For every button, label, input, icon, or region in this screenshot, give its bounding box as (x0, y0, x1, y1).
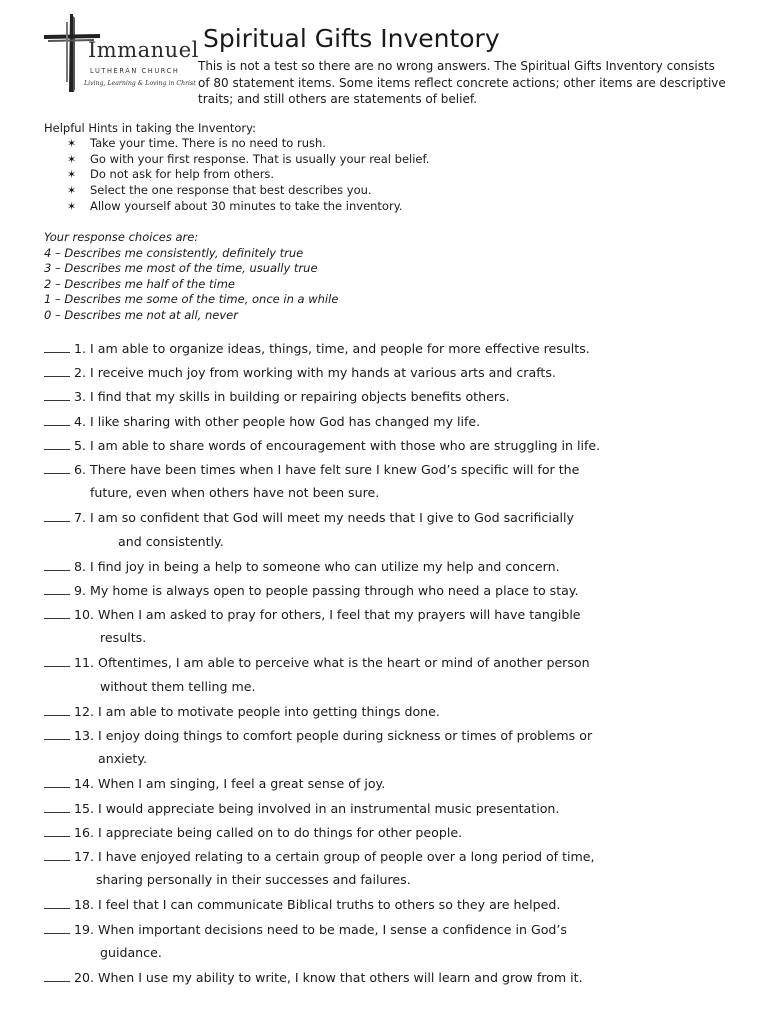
statement-text: 5. I am able to share words of encouragement with those who are struggling in life. (74, 437, 601, 453)
answer-blank[interactable] (44, 435, 70, 450)
asterisk-icon: ✶ (67, 168, 77, 182)
statement-item (44, 773, 744, 797)
statement-line (44, 652, 744, 676)
response-choices (44, 230, 338, 323)
answer-blank[interactable] (44, 507, 70, 522)
statement-line (44, 580, 744, 604)
statement-line (44, 507, 744, 531)
statement-line (44, 773, 744, 797)
statement-line (44, 386, 744, 410)
statement-continuation: guidance. (100, 944, 162, 960)
statement-item (44, 459, 744, 507)
hint-text: Go with your first response. That is usually your real belief. (90, 151, 430, 166)
statement-item (44, 919, 744, 967)
statement-item (44, 967, 744, 991)
answer-blank[interactable] (44, 701, 70, 716)
answer-blank[interactable] (44, 411, 70, 426)
statement-line (44, 338, 744, 362)
statement-item (44, 362, 744, 386)
statement-continuation: future, even when others have not been sure. (90, 485, 380, 501)
statement-line (44, 701, 744, 725)
statement-item (44, 701, 744, 725)
hint-item (44, 152, 429, 168)
answer-blank[interactable] (44, 919, 70, 934)
choices-heading: Your response choices are: (44, 230, 199, 244)
statement-text: 2. I receive much joy from working with my hands at various arts and crafts. (74, 365, 556, 381)
hint-text: Do not ask for help from others. (90, 167, 275, 182)
hints-heading: Helpful Hints in taking the Inventory: (44, 121, 256, 135)
statement-line (44, 459, 744, 483)
hint-text: Select the one response that best describes you. (90, 183, 372, 198)
answer-blank[interactable] (44, 798, 70, 813)
statement-continuation: results. (100, 630, 147, 646)
asterisk-icon: ✶ (67, 137, 77, 150)
statement-continuation: anxiety. (98, 751, 147, 767)
statement-item (44, 435, 744, 459)
page-title: Spiritual Gifts Inventory (203, 24, 500, 53)
statement-line (44, 894, 744, 918)
answer-blank[interactable] (44, 604, 70, 619)
answer-blank[interactable] (44, 725, 70, 740)
statement-line (44, 435, 744, 459)
statement-text: 18. I feel that I can communicate Biblical truths to others so they are helped. (74, 897, 561, 913)
statement-line (44, 362, 744, 386)
answer-blank[interactable] (44, 386, 70, 401)
hint-item (44, 136, 429, 152)
statement-text: 19. When important decisions need to be made, I sense a confidence in God’s (74, 921, 567, 937)
statement-continuation: and consistently. (118, 533, 224, 549)
statement-text: 3. I find that my skills in building or repairing objects benefits others. (74, 389, 510, 405)
statement-item (44, 652, 744, 700)
statement-text: 15. I would appreciate being involved in an instrumental music presentation. (74, 800, 560, 816)
statement-item (44, 507, 744, 555)
statement-item (44, 894, 744, 918)
statement-line (44, 822, 744, 846)
choice-option: 1 – Describes me some of the time, once in a while (44, 292, 339, 306)
statement-text: 8. I find joy in being a help to someone who can utilize my help and concern. (74, 558, 560, 574)
statement-text: 10. When I am asked to pray for others, I feel that my prayers will have tangible (74, 607, 581, 623)
statement-text: 12. I am able to motivate people into getting things done. (74, 703, 440, 719)
statement-item (44, 556, 744, 580)
hint-text: Take your time. There is no need to rush. (90, 136, 326, 150)
statement-item (44, 822, 744, 846)
hint-item (44, 183, 429, 199)
answer-blank[interactable] (44, 652, 70, 667)
statement-text: 7. I am so confident that God will meet my needs that I give to God sacrificially (74, 510, 575, 526)
statement-text: 9. My home is always open to people passing through who need a place to stay. (74, 582, 579, 598)
logo-tagline: Living, Learning & Loving in Christ (84, 80, 196, 87)
hint-item (44, 199, 429, 215)
answer-blank[interactable] (44, 362, 70, 377)
statement-line (44, 798, 744, 822)
hint-item (44, 167, 429, 183)
statement-text: 20. When I use my ability to write, I know that others will learn and grow from it. (74, 969, 583, 985)
choice-option: 3 – Describes me most of the time, usually true (44, 261, 318, 275)
statement-item (44, 580, 744, 604)
statement-line (44, 556, 744, 580)
answer-blank[interactable] (44, 894, 70, 909)
statement-line (44, 604, 744, 628)
answer-blank[interactable] (44, 773, 70, 788)
answer-blank[interactable] (44, 580, 70, 595)
statement-continuation: without them telling me. (100, 678, 256, 694)
hint-text: Allow yourself about 30 minutes to take the inventory. (90, 198, 403, 213)
statement-item (44, 604, 744, 652)
statement-line (44, 846, 744, 870)
answer-blank[interactable] (44, 967, 70, 982)
hints-list (44, 136, 429, 215)
statement-line (44, 725, 744, 749)
statement-line (44, 967, 744, 991)
statement-text: 4. I like sharing with other people how God has changed my life. (74, 413, 481, 429)
choice-option: 2 – Describes me half of the time (44, 276, 235, 291)
statement-text: 11. Oftentimes, I am able to perceive what is the heart or mind of another person (74, 655, 590, 671)
statement-text: 13. I enjoy doing things to comfort people during sickness or times of problems or (74, 728, 593, 743)
statement-item (44, 798, 744, 822)
statement-continuation: sharing personally in their successes and failures. (96, 872, 411, 888)
statement-text: 17. I have enjoyed relating to a certain group of people over a long period of time, (74, 848, 595, 864)
logo-subtitle: LUTHERAN CHURCH (90, 67, 180, 75)
answer-blank[interactable] (44, 459, 70, 474)
asterisk-icon: ✶ (67, 152, 77, 166)
answer-blank[interactable] (44, 338, 70, 353)
answer-blank[interactable] (44, 556, 70, 571)
statement-line (44, 919, 744, 943)
statement-line (44, 411, 744, 435)
choice-option: 0 – Describes me not at all, never (44, 307, 238, 322)
statement-list (44, 338, 744, 991)
asterisk-icon: ✶ (67, 199, 77, 213)
choice-option: 4 – Describes me consistently, definitely true (44, 245, 304, 260)
statement-text: 1. I am able to organize ideas, things, time, and people for more effective results. (74, 341, 590, 356)
statement-item (44, 411, 744, 435)
statement-text: 14. When I am singing, I feel a great sense of joy. (74, 776, 386, 792)
answer-blank[interactable] (44, 822, 70, 837)
intro-text: This is not a test so there are no wrong answers. The Spiritual Gifts Inventory consists of 80 statement items. Some items reflect concrete actions; other items are descriptive traits; and still others are statements of belief. (198, 59, 726, 106)
statement-item (44, 386, 744, 410)
answer-blank[interactable] (44, 846, 70, 861)
asterisk-icon: ✶ (67, 184, 77, 198)
statement-text: 6. There have been times when I have felt sure I knew God’s specific will for the (74, 461, 580, 477)
statement-item (44, 846, 744, 894)
statement-item (44, 725, 744, 773)
church-logo (44, 12, 199, 94)
statement-item (44, 338, 744, 362)
statement-text: 16. I appreciate being called on to do things for other people. (74, 824, 463, 840)
logo-name: Immanuel (88, 38, 199, 62)
